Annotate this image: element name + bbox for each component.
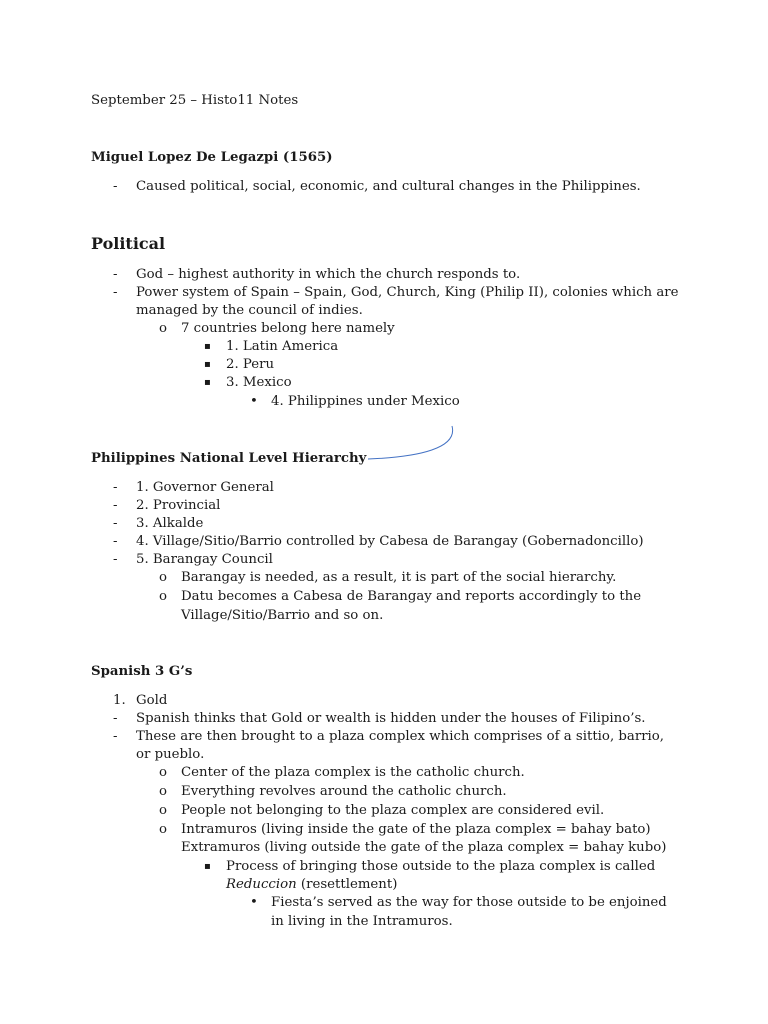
circle-marker: o bbox=[159, 765, 168, 780]
dash-marker: - bbox=[113, 711, 118, 726]
dash-marker: - bbox=[113, 534, 118, 549]
gs-deep: Fiesta’s served as the way for those outside to be enjoined bbox=[271, 895, 667, 910]
square-marker: ▪ bbox=[204, 341, 211, 352]
legazpi-item: Caused political, social, economic, and cultural changes in the Philippines. bbox=[136, 179, 641, 194]
circle-marker: o bbox=[159, 784, 168, 799]
hierarchy-item: 2. Provincial bbox=[136, 498, 221, 513]
gs-subsub: Process of bringing those outside to the plaza complex is called bbox=[226, 859, 656, 874]
hierarchy-heading: Philippines National Level Hierarchy bbox=[91, 451, 367, 466]
square-marker: ▪ bbox=[204, 377, 211, 388]
political-sub: 7 countries belong here namely bbox=[181, 321, 395, 336]
political-subsub: 1. Latin America bbox=[226, 339, 339, 354]
gs-item: These are then brought to a plaza complex which comprises of a sittio, barrio, bbox=[136, 729, 665, 744]
document-header: September 25 – Histo11 Notes bbox=[91, 93, 299, 108]
hierarchy-sub: Datu becomes a Cabesa de Barangay and reports accordingly to the bbox=[181, 589, 642, 604]
gs-sub: Center of the plaza complex is the catholic church. bbox=[181, 765, 525, 780]
gs-subsub-cont bbox=[226, 876, 397, 894]
gs-item-cont: or pueblo. bbox=[136, 747, 205, 762]
circle-marker: o bbox=[159, 822, 168, 837]
gs-sub: Intramuros (living inside the gate of the plaza complex = bahay bato) bbox=[181, 822, 651, 837]
circle-marker: o bbox=[159, 803, 168, 818]
legazpi-heading: Miguel Lopez De Legazpi (1565) bbox=[91, 150, 333, 165]
dash-marker: - bbox=[113, 285, 118, 300]
circle-marker: o bbox=[159, 570, 168, 585]
gs-numbered: Gold bbox=[136, 693, 168, 708]
gs-deep-cont: in living in the Intramuros. bbox=[271, 914, 453, 929]
dash-marker: - bbox=[113, 516, 118, 531]
circle-marker: o bbox=[159, 321, 168, 336]
political-item: God – highest authority in which the church responds to. bbox=[136, 267, 521, 282]
political-deep: 4. Philippines under Mexico bbox=[271, 394, 460, 409]
hierarchy-sub: Barangay is needed, as a result, it is part of the social hierarchy. bbox=[181, 570, 617, 585]
gs-sub: People not belonging to the plaza complex are considered evil. bbox=[181, 803, 605, 818]
dash-marker: - bbox=[113, 480, 118, 495]
square-marker: ▪ bbox=[204, 861, 211, 872]
hierarchy-sub-cont: Village/Sitio/Barrio and so on. bbox=[181, 608, 384, 623]
dash-marker: - bbox=[113, 179, 118, 194]
gs-item: Spanish thinks that Gold or wealth is hidden under the houses of Filipino’s. bbox=[136, 711, 646, 726]
hierarchy-item: 5. Barangay Council bbox=[136, 552, 273, 567]
resettlement-note: (resettlement) bbox=[296, 877, 398, 892]
reduccion-term: Reduccion bbox=[226, 877, 297, 892]
gs-heading: Spanish 3 G’s bbox=[91, 664, 193, 679]
political-item: Power system of Spain – Spain, God, Church, King (Philip II), colonies which are bbox=[136, 285, 679, 300]
bullet-marker: • bbox=[250, 895, 258, 910]
dash-marker: - bbox=[113, 552, 118, 567]
political-heading: Political bbox=[91, 234, 166, 253]
gs-sub: Everything revolves around the catholic church. bbox=[181, 784, 507, 799]
hierarchy-item: 4. Village/Sitio/Barrio controlled by Cabesa de Barangay (Gobernadoncillo) bbox=[136, 534, 644, 549]
bullet-marker: • bbox=[250, 394, 258, 409]
circle-marker: o bbox=[159, 589, 168, 604]
gs-sub-cont: Extramuros (living outside the gate of the plaza complex = bahay kubo) bbox=[181, 840, 667, 855]
hierarchy-item: 3. Alkalde bbox=[136, 516, 204, 531]
dash-marker: - bbox=[113, 267, 118, 282]
political-subsub: 2. Peru bbox=[226, 357, 275, 372]
hierarchy-item: 1. Governor General bbox=[136, 480, 274, 495]
dash-marker: - bbox=[113, 498, 118, 513]
political-item-cont: managed by the council of indies. bbox=[136, 303, 363, 318]
square-marker: ▪ bbox=[204, 359, 211, 370]
political-subsub: 3. Mexico bbox=[226, 375, 292, 390]
connector-curve bbox=[360, 420, 460, 464]
dash-marker: - bbox=[113, 729, 118, 744]
number-marker: 1. bbox=[113, 693, 126, 708]
